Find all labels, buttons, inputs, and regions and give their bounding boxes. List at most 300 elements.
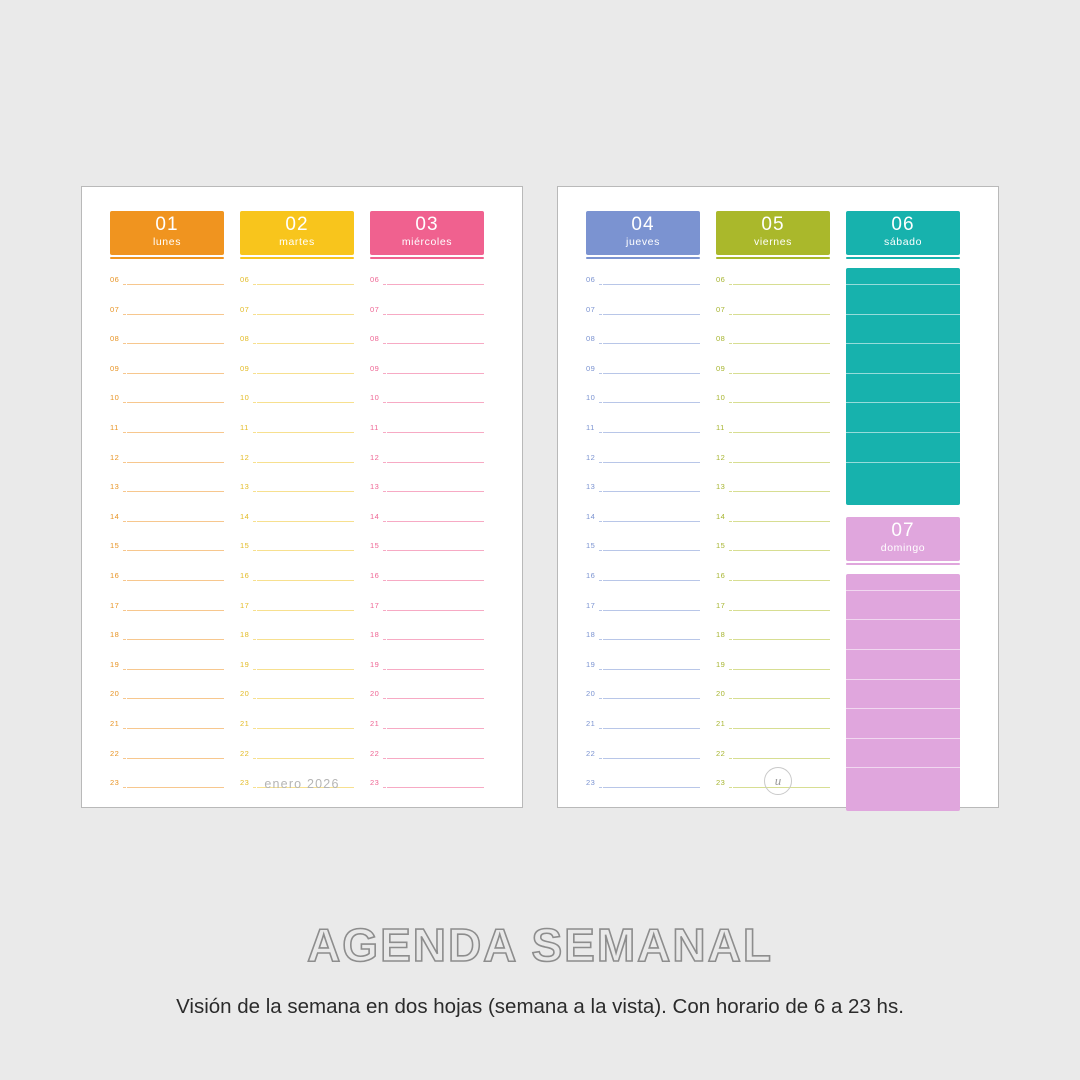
hour-label: 17 [586, 600, 596, 610]
hour-writing-line[interactable] [127, 373, 224, 374]
hour-writing-line[interactable] [257, 580, 354, 581]
free-block-row[interactable] [846, 692, 960, 722]
hour-tick [253, 610, 256, 611]
hour-row[interactable] [716, 327, 830, 357]
hour-row[interactable] [586, 534, 700, 564]
hour-label: 10 [716, 393, 726, 403]
hour-writing-line[interactable] [387, 610, 484, 611]
hour-row[interactable] [716, 534, 830, 564]
hour-label: 08 [586, 334, 596, 344]
hour-label: 23 [370, 778, 380, 788]
hour-row[interactable] [716, 623, 830, 653]
hour-label: 14 [240, 511, 250, 521]
day-column-03 [370, 211, 484, 801]
hour-writing-line[interactable] [733, 491, 830, 492]
day-header-underline [586, 257, 700, 259]
hour-row[interactable] [716, 712, 830, 742]
free-block-row[interactable] [846, 386, 960, 416]
free-block-separator [846, 619, 960, 620]
hour-label: 14 [370, 511, 380, 521]
hour-row[interactable] [240, 594, 354, 624]
free-block-separator [846, 314, 960, 315]
hour-writing-line[interactable] [733, 432, 830, 433]
right-sheet [557, 186, 999, 808]
hour-label: 13 [370, 482, 380, 492]
hour-label: 17 [240, 600, 250, 610]
hour-writing-line[interactable] [387, 521, 484, 522]
hour-writing-line[interactable] [257, 462, 354, 463]
hour-writing-line[interactable] [127, 432, 224, 433]
hour-writing-line[interactable] [603, 432, 700, 433]
free-block-row[interactable] [846, 603, 960, 633]
hour-label: 08 [370, 334, 380, 344]
hour-label: 08 [716, 334, 726, 344]
hour-writing-line[interactable] [733, 728, 830, 729]
hour-writing-line[interactable] [127, 669, 224, 670]
free-block-row[interactable] [846, 663, 960, 693]
hour-writing-line[interactable] [603, 639, 700, 640]
hour-writing-line[interactable] [387, 462, 484, 463]
hour-row[interactable] [586, 268, 700, 298]
hour-row[interactable] [370, 623, 484, 653]
day-number: 03 [415, 214, 439, 235]
hour-tick [599, 610, 602, 611]
hour-tick [253, 669, 256, 670]
hour-row[interactable] [586, 505, 700, 535]
hour-label: 22 [370, 748, 380, 758]
hour-label: 18 [110, 630, 120, 640]
hour-writing-line[interactable] [387, 284, 484, 285]
hour-writing-line[interactable] [257, 669, 354, 670]
hour-writing-line[interactable] [603, 698, 700, 699]
hour-writing-line[interactable] [733, 639, 830, 640]
hour-tick [383, 491, 386, 492]
hour-row[interactable] [110, 475, 224, 505]
hour-row[interactable] [370, 327, 484, 357]
day-number: 07 [891, 519, 915, 541]
hour-row[interactable] [370, 416, 484, 446]
free-block-row[interactable] [846, 268, 960, 298]
hour-row[interactable] [716, 505, 830, 535]
hour-row[interactable] [716, 386, 830, 416]
hour-tick [253, 343, 256, 344]
hour-writing-line[interactable] [257, 758, 354, 759]
hour-writing-line[interactable] [257, 343, 354, 344]
hour-row[interactable] [240, 505, 354, 535]
hour-row[interactable] [110, 268, 224, 298]
hour-writing-line[interactable] [387, 639, 484, 640]
hour-tick [123, 462, 126, 463]
hour-row[interactable] [370, 534, 484, 564]
hour-writing-line[interactable] [127, 758, 224, 759]
hour-tick [729, 373, 732, 374]
free-block-row[interactable] [846, 446, 960, 476]
hour-writing-line[interactable] [603, 550, 700, 551]
hour-row[interactable] [586, 564, 700, 594]
hour-writing-line[interactable] [127, 314, 224, 315]
day-header-03 [370, 211, 484, 255]
free-block-separator [846, 462, 960, 463]
hour-writing-line[interactable] [387, 580, 484, 581]
hour-row[interactable] [110, 505, 224, 535]
day-name: miércoles [401, 236, 453, 248]
day-header-04 [586, 211, 700, 255]
hour-writing-line[interactable] [387, 373, 484, 374]
hour-row[interactable] [110, 594, 224, 624]
day-header-group-01 [110, 211, 224, 259]
hour-row[interactable] [370, 357, 484, 387]
free-block-row[interactable] [846, 475, 960, 505]
hour-row[interactable] [370, 386, 484, 416]
hour-label: 14 [110, 511, 120, 521]
day-column-01 [110, 211, 224, 801]
hour-tick [729, 521, 732, 522]
hour-row[interactable] [586, 386, 700, 416]
hour-row[interactable] [240, 446, 354, 476]
hour-row[interactable] [110, 712, 224, 742]
hour-row[interactable] [370, 446, 484, 476]
hour-writing-line[interactable] [127, 284, 224, 285]
hour-writing-line[interactable] [387, 402, 484, 403]
hour-tick [599, 343, 602, 344]
hour-row[interactable] [586, 416, 700, 446]
hour-writing-line[interactable] [733, 698, 830, 699]
hour-writing-line[interactable] [127, 343, 224, 344]
hour-row[interactable] [586, 623, 700, 653]
hour-tick [253, 402, 256, 403]
day-header-underline [846, 257, 960, 259]
hour-row[interactable] [240, 742, 354, 772]
hour-label: 21 [586, 718, 596, 728]
hour-label: 19 [586, 659, 596, 669]
hour-writing-line[interactable] [603, 373, 700, 374]
hour-writing-line[interactable] [387, 314, 484, 315]
hour-label: 16 [716, 570, 726, 580]
hour-row[interactable] [370, 653, 484, 683]
free-block-row[interactable] [846, 327, 960, 357]
hour-row[interactable] [586, 357, 700, 387]
hour-tick [599, 491, 602, 492]
free-block-row[interactable] [846, 298, 960, 328]
day-column-02 [240, 211, 354, 801]
hour-writing-line[interactable] [257, 728, 354, 729]
day-header-underline [240, 257, 354, 259]
hour-label: 12 [716, 452, 726, 462]
hour-tick [253, 698, 256, 699]
hour-writing-line[interactable] [387, 343, 484, 344]
hour-writing-line[interactable] [387, 491, 484, 492]
hour-label: 09 [586, 363, 596, 373]
hour-label: 09 [370, 363, 380, 373]
hour-label: 17 [370, 600, 380, 610]
hour-row[interactable] [586, 298, 700, 328]
hour-tick [253, 373, 256, 374]
hour-tick [123, 728, 126, 729]
day-number: 04 [631, 214, 655, 235]
hour-tick [729, 610, 732, 611]
hour-tick [599, 432, 602, 433]
hour-writing-line[interactable] [257, 314, 354, 315]
hour-label: 22 [240, 748, 250, 758]
hour-tick [123, 521, 126, 522]
hour-writing-line[interactable] [127, 402, 224, 403]
hour-label: 11 [586, 422, 595, 432]
hour-grid-04 [586, 268, 700, 801]
hour-row[interactable] [370, 268, 484, 298]
hour-row[interactable] [110, 386, 224, 416]
hour-tick [599, 758, 602, 759]
hour-writing-line[interactable] [733, 284, 830, 285]
hour-row[interactable] [240, 564, 354, 594]
hour-tick [383, 343, 386, 344]
hour-row[interactable] [716, 357, 830, 387]
hour-row[interactable] [586, 712, 700, 742]
hour-label: 22 [586, 748, 596, 758]
sunday-header-wrap [846, 517, 960, 565]
hour-tick [599, 402, 602, 403]
day-column-05 [716, 211, 830, 811]
hour-label: 06 [240, 275, 250, 284]
hour-label: 16 [370, 570, 380, 580]
hour-label: 07 [716, 304, 726, 314]
hour-writing-line[interactable] [387, 432, 484, 433]
hour-writing-line[interactable] [733, 610, 830, 611]
hour-row[interactable] [110, 682, 224, 712]
hour-row[interactable] [110, 653, 224, 683]
hour-row[interactable] [716, 475, 830, 505]
hour-tick [383, 669, 386, 670]
hour-row[interactable] [110, 564, 224, 594]
hour-row[interactable] [370, 682, 484, 712]
day-header-05 [716, 211, 830, 255]
day-number: 05 [761, 214, 785, 235]
hour-writing-line[interactable] [387, 669, 484, 670]
hour-row[interactable] [110, 357, 224, 387]
hour-writing-line[interactable] [603, 728, 700, 729]
day-header-group-03 [370, 211, 484, 259]
hour-tick [383, 639, 386, 640]
hour-writing-line[interactable] [387, 728, 484, 729]
hour-writing-line[interactable] [603, 580, 700, 581]
hour-tick [599, 521, 602, 522]
hour-writing-line[interactable] [733, 669, 830, 670]
hour-writing-line[interactable] [603, 521, 700, 522]
hour-tick [253, 639, 256, 640]
hour-row[interactable] [240, 386, 354, 416]
hour-writing-line[interactable] [257, 491, 354, 492]
hour-writing-line[interactable] [127, 491, 224, 492]
hour-row[interactable] [240, 327, 354, 357]
day-name: sábado [883, 236, 923, 248]
hour-writing-line[interactable] [603, 758, 700, 759]
hour-row[interactable] [586, 653, 700, 683]
hour-row[interactable] [110, 623, 224, 653]
day-header-group-07 [846, 517, 960, 565]
day-header-underline [370, 257, 484, 259]
free-block-row[interactable] [846, 722, 960, 752]
hour-row[interactable] [240, 682, 354, 712]
hour-row[interactable] [110, 298, 224, 328]
hour-writing-line[interactable] [603, 402, 700, 403]
hour-tick [599, 373, 602, 374]
hour-tick [383, 462, 386, 463]
hour-row[interactable] [586, 446, 700, 476]
hour-writing-line[interactable] [733, 758, 830, 759]
hour-row[interactable] [370, 298, 484, 328]
hour-tick [599, 550, 602, 551]
free-block-separator [846, 679, 960, 680]
hour-tick [123, 698, 126, 699]
hour-row[interactable] [716, 268, 830, 298]
hour-row[interactable] [716, 416, 830, 446]
hour-label: 18 [716, 630, 726, 640]
hour-label: 19 [716, 659, 726, 669]
hour-writing-line[interactable] [257, 550, 354, 551]
hour-label: 13 [586, 482, 596, 492]
hour-tick [383, 610, 386, 611]
hour-tick [123, 491, 126, 492]
hour-row[interactable] [370, 742, 484, 772]
hour-writing-line[interactable] [257, 432, 354, 433]
hour-row[interactable] [110, 742, 224, 772]
day-name: viernes [753, 236, 793, 248]
hour-row[interactable] [240, 623, 354, 653]
hour-row[interactable] [110, 534, 224, 564]
hour-writing-line[interactable] [733, 402, 830, 403]
hour-row[interactable] [370, 564, 484, 594]
hour-tick [253, 580, 256, 581]
hour-row[interactable] [716, 564, 830, 594]
hour-label: 17 [110, 600, 120, 610]
hour-writing-line[interactable] [603, 284, 700, 285]
hour-row[interactable] [240, 712, 354, 742]
hour-tick [729, 728, 732, 729]
hour-label: 22 [110, 748, 120, 758]
hour-writing-line[interactable] [127, 580, 224, 581]
hour-label: 12 [586, 452, 596, 462]
hour-writing-line[interactable] [257, 373, 354, 374]
hour-row[interactable] [586, 327, 700, 357]
hour-tick [383, 698, 386, 699]
hour-tick [253, 521, 256, 522]
hour-writing-line[interactable] [127, 521, 224, 522]
hour-row[interactable] [716, 682, 830, 712]
hour-writing-line[interactable] [257, 284, 354, 285]
free-block-row[interactable] [846, 574, 960, 604]
hour-writing-line[interactable] [387, 550, 484, 551]
hour-tick [383, 521, 386, 522]
hour-label: 13 [240, 482, 250, 492]
hour-writing-line[interactable] [387, 758, 484, 759]
hour-row[interactable] [716, 446, 830, 476]
hour-row[interactable] [240, 653, 354, 683]
hour-tick [599, 669, 602, 670]
hour-writing-line[interactable] [603, 343, 700, 344]
hour-row[interactable] [240, 475, 354, 505]
hour-tick [729, 550, 732, 551]
hour-writing-line[interactable] [127, 728, 224, 729]
hour-writing-line[interactable] [127, 550, 224, 551]
hour-writing-line[interactable] [257, 698, 354, 699]
day-name: domingo [880, 541, 926, 554]
hour-label: 18 [586, 630, 596, 640]
hour-writing-line[interactable] [733, 314, 830, 315]
hour-writing-line[interactable] [603, 610, 700, 611]
hour-row[interactable] [110, 446, 224, 476]
hour-grid-02 [240, 268, 354, 801]
free-block-06[interactable] [846, 268, 960, 505]
hour-row[interactable] [370, 505, 484, 535]
hour-writing-line[interactable] [733, 521, 830, 522]
hour-writing-line[interactable] [603, 491, 700, 492]
hour-tick [729, 580, 732, 581]
hour-row[interactable] [240, 268, 354, 298]
hour-row[interactable] [110, 416, 224, 446]
hour-writing-line[interactable] [257, 402, 354, 403]
hour-label: 20 [586, 689, 596, 699]
hour-tick [253, 462, 256, 463]
hour-writing-line[interactable] [733, 373, 830, 374]
hour-writing-line[interactable] [127, 462, 224, 463]
hour-writing-line[interactable] [603, 462, 700, 463]
hour-tick [123, 610, 126, 611]
hour-writing-line[interactable] [733, 550, 830, 551]
hour-label: 08 [110, 334, 120, 344]
hour-writing-line[interactable] [127, 610, 224, 611]
hour-label: 09 [716, 363, 726, 373]
hour-writing-line[interactable] [733, 343, 830, 344]
hour-label: 09 [110, 363, 120, 373]
hour-writing-line[interactable] [603, 669, 700, 670]
hour-row[interactable] [370, 594, 484, 624]
hour-row[interactable] [370, 712, 484, 742]
hour-writing-line[interactable] [257, 521, 354, 522]
hour-row[interactable] [586, 682, 700, 712]
logo-icon: u [764, 767, 792, 795]
hour-tick [729, 462, 732, 463]
hour-writing-line[interactable] [603, 314, 700, 315]
hour-label: 21 [110, 718, 120, 728]
day-header-01 [110, 211, 224, 255]
hour-writing-line[interactable] [257, 610, 354, 611]
hour-row[interactable] [370, 475, 484, 505]
hour-writing-line[interactable] [127, 639, 224, 640]
hour-writing-line[interactable] [257, 639, 354, 640]
free-block-row[interactable] [846, 633, 960, 663]
month-label: enero 2026 [264, 777, 340, 791]
hour-label: 18 [370, 630, 380, 640]
hour-row[interactable] [240, 534, 354, 564]
hour-tick [123, 284, 126, 285]
free-block-row[interactable] [846, 357, 960, 387]
hour-label: 16 [586, 570, 596, 580]
hour-label: 15 [240, 541, 250, 551]
hour-writing-line[interactable] [387, 698, 484, 699]
hour-row[interactable] [586, 594, 700, 624]
hour-row[interactable] [240, 416, 354, 446]
hour-row[interactable] [586, 475, 700, 505]
hour-row[interactable] [240, 298, 354, 328]
hour-writing-line[interactable] [733, 580, 830, 581]
free-block-row[interactable] [846, 416, 960, 446]
hour-row[interactable] [240, 357, 354, 387]
hour-row[interactable] [110, 327, 224, 357]
hour-writing-line[interactable] [733, 462, 830, 463]
hour-row[interactable] [716, 594, 830, 624]
hour-row[interactable] [716, 298, 830, 328]
hour-row[interactable] [716, 653, 830, 683]
hour-writing-line[interactable] [127, 698, 224, 699]
